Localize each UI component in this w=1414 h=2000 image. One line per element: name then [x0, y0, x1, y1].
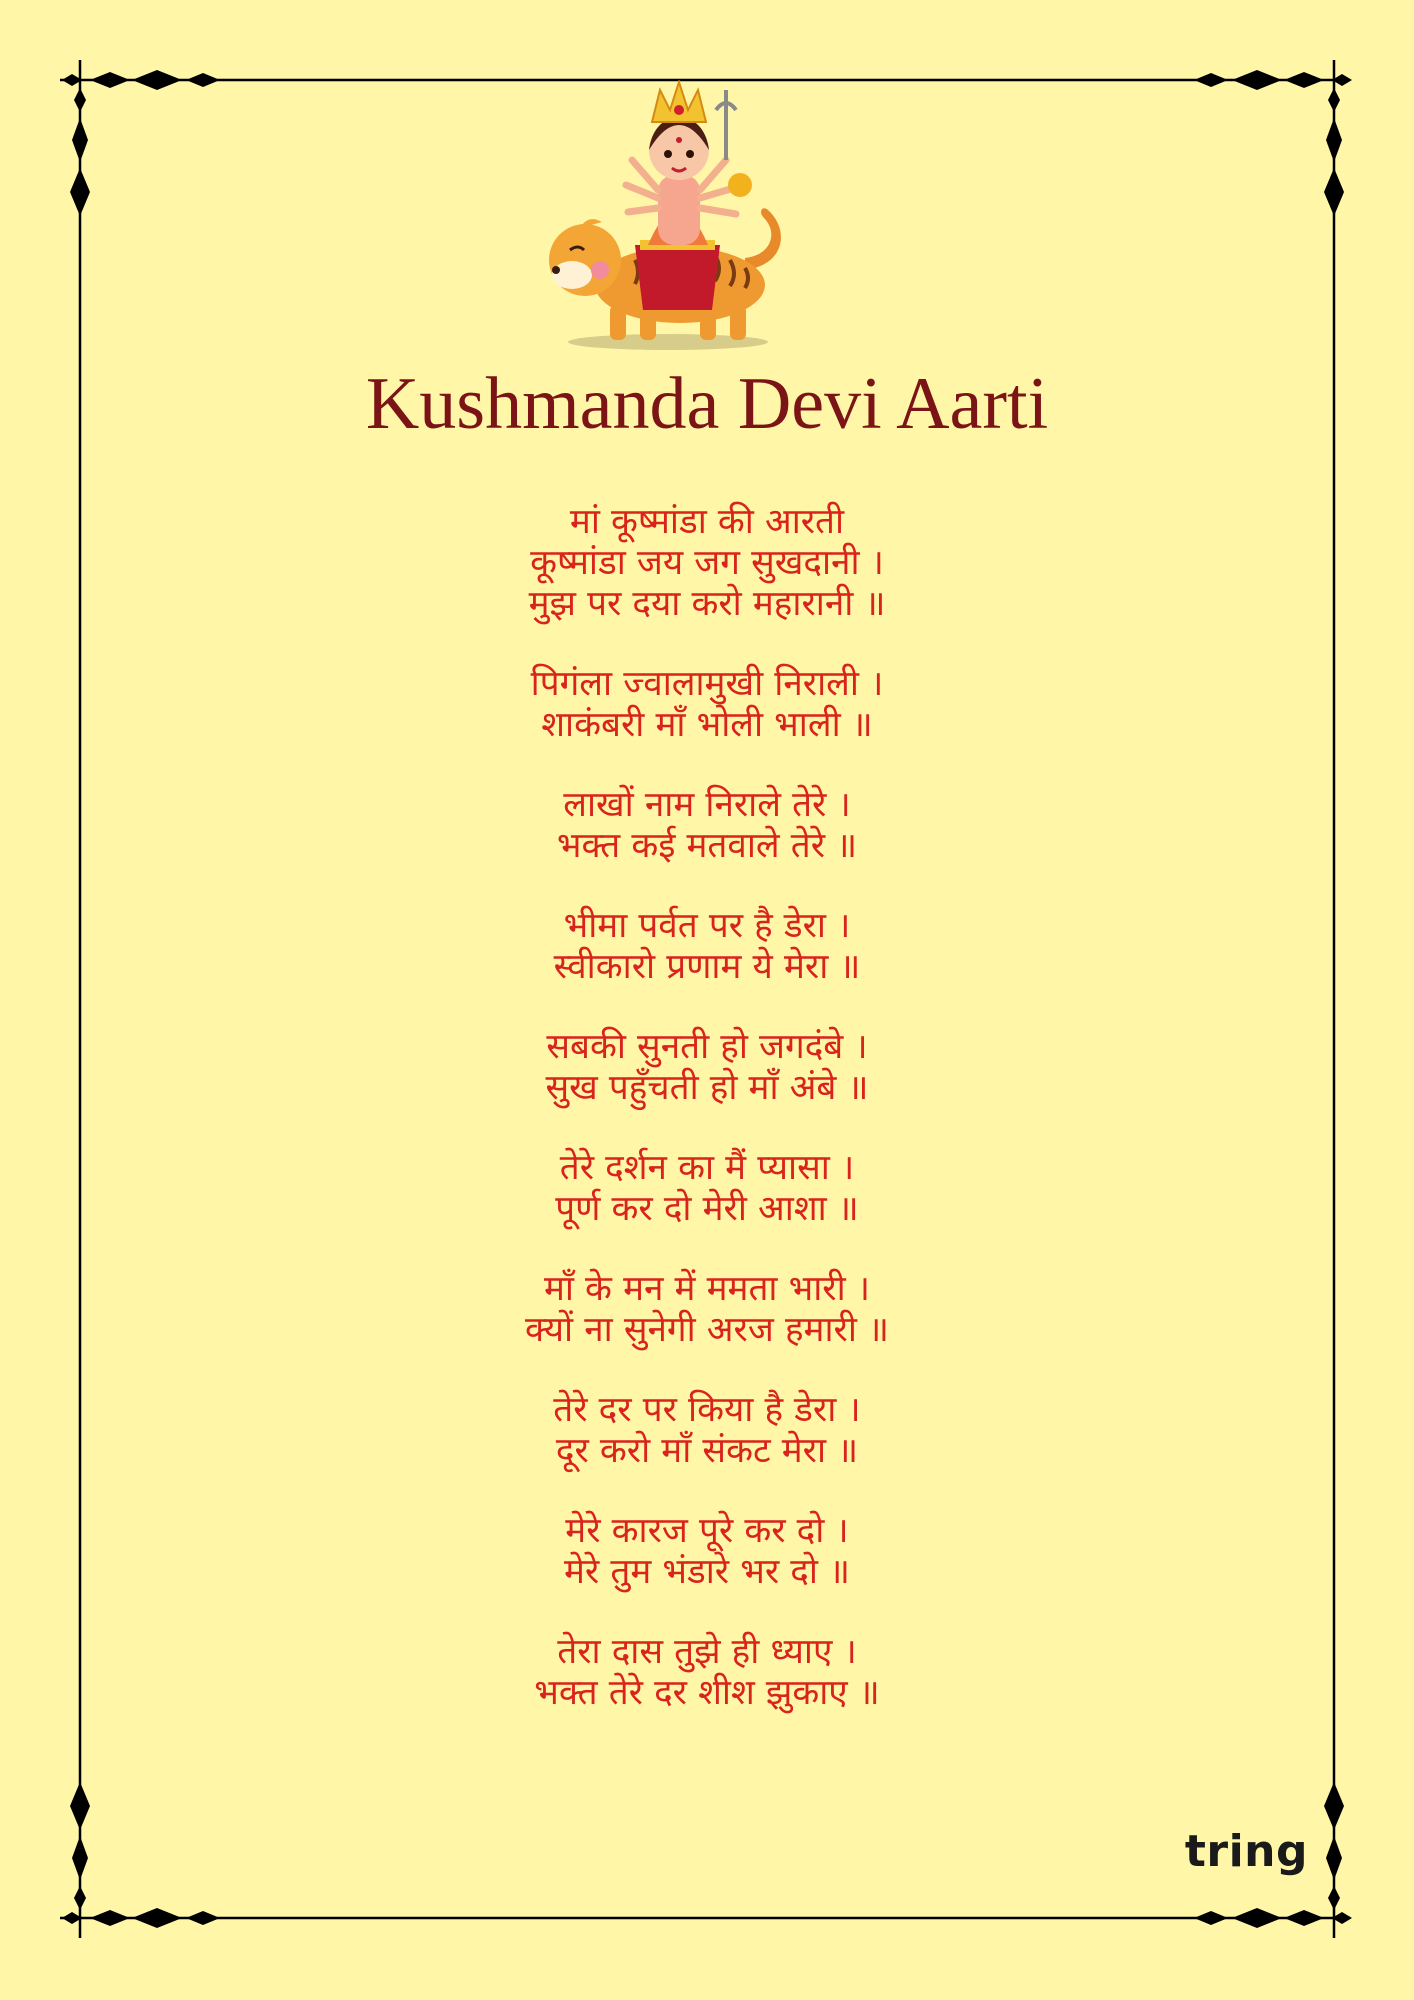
goddess-kushmanda-illustration	[540, 80, 800, 355]
stanza	[0, 1632, 1414, 1714]
verse-line: भक्त तेरे दर शीश झुकाए ॥	[534, 1673, 880, 1713]
verse-line: मेरे तुम भंडारे भर दो ॥	[564, 1552, 850, 1592]
verse-line: लाखों नाम निराले तेरे ।	[563, 785, 851, 825]
verse-line: पिगंला ज्वालामुखी निराली ।	[530, 664, 884, 704]
verse-line: मेरे कारज पूरे कर दो ।	[565, 1511, 849, 1551]
stanza	[0, 664, 1414, 746]
verse-line: कूष्मांडा जय जग सुखदानी ।	[530, 543, 884, 583]
brand-logo: tring	[1184, 1826, 1308, 1877]
verse-line: तेरा दास तुझे ही ध्याए ।	[557, 1632, 857, 1672]
stanza	[0, 785, 1414, 867]
verse-line: तेरे दर्शन का मैं प्यासा ।	[559, 1148, 855, 1188]
verse-line: सुख पहुँचती हो माँ अंबे ॥	[545, 1068, 869, 1108]
verse-line: शाकंबरी माँ भोली भाली ॥	[541, 705, 873, 745]
verse-line: दूर करो माँ संकट मेरा ॥	[555, 1431, 859, 1471]
verse-line: पूर्ण कर दो मेरी आशा ॥	[555, 1189, 859, 1229]
verse-line: क्यों ना सुनेगी अरज हमारी ॥	[524, 1310, 889, 1350]
stanza	[0, 1027, 1414, 1109]
verse-line: मुझ पर दया करो महारानी ॥	[528, 584, 886, 624]
verse-line: भीमा पर्वत पर है डेरा ।	[563, 906, 851, 946]
verse-line: भक्त कई मतवाले तेरे ॥	[556, 826, 858, 866]
verse-line: तेरे दर पर किया है डेरा ।	[553, 1390, 861, 1430]
verse-line: स्वीकारो प्रणाम ये मेरा ॥	[553, 947, 861, 987]
stanza	[0, 906, 1414, 988]
stanza	[0, 1390, 1414, 1472]
stanza	[0, 502, 1414, 625]
stanza	[0, 1269, 1414, 1351]
verse-line: माँ के मन में ममता भारी ।	[543, 1269, 871, 1309]
stanza	[0, 1148, 1414, 1230]
verse-line: सबकी सुनती हो जगदंबे ।	[546, 1027, 868, 1067]
verse-line: मां कूष्मांडा की आरती	[569, 502, 845, 542]
stanza	[0, 1511, 1414, 1593]
page-title: Kushmanda Devi Aarti	[365, 363, 1049, 445]
aarti-verses	[0, 502, 1414, 1753]
